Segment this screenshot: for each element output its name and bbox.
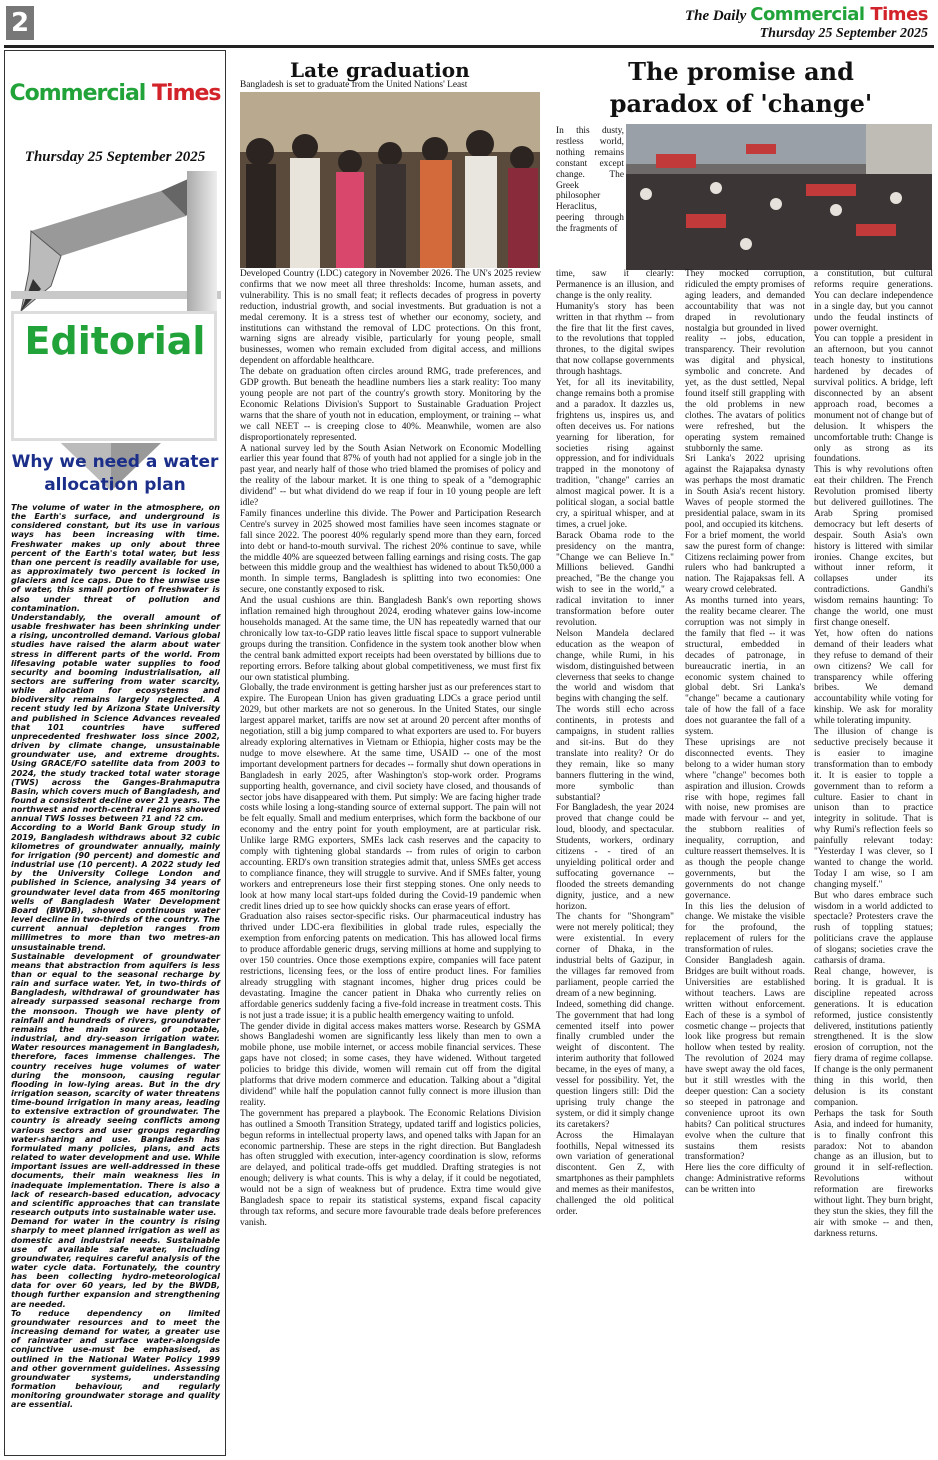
crowd-photo xyxy=(240,92,540,268)
article2-paragraph: Consider Bangladesh again. Bridges are built without roads. Universities are established without teachers. Laws are written without enforcement. Each of these is a symbol of cosmetic change -- projects that look like progress but remain hollow when tested by reality. The revolution of 2024 may have swept away the old faces, but it still wrestles with the deeper question: Can a society so steeped in patronage and convenience uproot its own habits? Can political structures evolve when the culture that sustains them resists transformation? xyxy=(685,956,805,1163)
article1-paragraph: The government has prepared a playbook. The Economic Relations Division has outlined a Smooth Transition Strategy, updated tariff and logistics policies, begun reforms in intellectual property laws, and opened talks with Japan for an economic partnership. These are steps in the right direction. But Bangladesh has often struggled with execution, inter-agency coordination is slow, reforms are delayed, and political trade-offs get muddled. Drafting strategies is not enough; delivery is what counts. This is why a delay, if it could be negotiated, would not be a sign of weakness but of prudence. Extra time would give Bangladesh space to repair its statistical systems, expand fiscal capacity through tax reforms, and secure more favourable trade deals before preferences vanish. xyxy=(240,1108,541,1228)
masthead-times: Times xyxy=(870,4,928,25)
article1-paragraph: A national survey led by the South Asian Network on Economic Modelling earlier this year found that 87% of youth had not applied for a single job in the past year, and nearly half of those who tried blamed the promises of policy and the reality of the labour market. It is one thing to speak of a "demographic dividend" -- but what dividend do we reap if four in 10 young people are left idle? xyxy=(240,443,541,509)
masthead xyxy=(685,4,928,42)
article1-paragraph: Graduation also raises sector-specific risks. Our pharmaceutical industry has thrived under LDC-era flexibilities in global trade rules, especially the exemption from enforcing patents on medication. This has allowed local firms to produce affordable generic drugs, serving millions at home and supplying to over 150 countries. Once those exemptions expire, companies will face patent restrictions, licensing fees, or the loss of entire product lines. For families already struggling with stagnant incomes, higher drug prices could be devastating. Imagine the cancer patient in Dhaka who currently relies on affordable generics suddenly facing a five-fold increase in treatment costs. This is not just a trade issue; it is a public health emergency waiting to unfold. xyxy=(240,912,541,1021)
editorial-paragraph: Sustainable development of groundwater means that abstraction from aquifers is less than or equal to the seasonal recharge by rain and surface water. Yet, in two-thirds of Bangladesh, withdrawal of groundwater has already surpassed seasonal recharge from the monsoon. Though we have plenty of rainfall and hundreds of rivers, groundwater remains the main source of potable, industrial, and dry-season irrigation water. Water resources management in Bangladesh, therefore, faces immense challenges. The country receives huge volumes of water during the monsoon, causing regular flooding in low-lying areas. But in the dry irrigation season, scarcity of water threatens time-bound irrigation in many areas, leading to extensive extraction of groundwater. The country is already seeing conflicts among various sectors and user groups regarding water-sharing and use. Bangladesh has formulated many policies, plans, and acts related to water development and use. While important issues are well-addressed in these documents, their main weakness lies in inadequate implementation. There is also a lack of research-based education, advocacy and scientific approaches that can translate research outputs into sustainable water use. xyxy=(11,950,220,1218)
editorial-paragraph: To reduce dependency on limited groundwater resources and to meet the increasing demand for water, a greater use of rainwater and surface water-alongside conjunctive use-must be emphasised, as outlined in the National Water Policy 1999 and other government guidelines. Assessing groundwater systems, understanding formation behaviour, and regularly monitoring groundwater storage and quality are essential. xyxy=(11,1307,220,1410)
editorial-headline xyxy=(5,451,225,497)
editorial-paragraph: Understandably, the overall amount of usable freshwater has been shrinking under a rising, uncontrolled demand. Various global studies have raised the alarm about water stress in different parts of the world. From lifesaving potable water supplies to food security and booming industrialisation, all sectors are suffering from water scarcity, while allocation for ecosystems and biodiversity remains largely neglected. A recent study led by Arizona State University and published in Science Advances revealed that 101 countries have suffered unprecedented freshwater loss since 2002, driven by climate change, unsustainable groundwater use, and extreme droughts. Using GRACE/FO satellite data from 2003 to 2024, the study tracked total water storage (TWS) across the Ganges-Brahmaputra Basin, which covers much of Bangladesh, and found a consistent decline over 21 years. The northwest and north-central regions showed annual TWS losses between ?1 and ?2 cm. xyxy=(11,611,220,824)
article2-paragraph: For a brief moment, the world saw the purest form of change: Citizens reclaiming power from rulers who had bankrupted a nation. The Rajapaksas fell. A weary crowd celebrated. xyxy=(685,530,805,596)
editorial-headline-line2: allocation plan xyxy=(44,475,186,495)
article2-paragraph: These uprisings are not disconnected events. They belong to a wider human story where "change" becomes both aspiration and illusion. Crowds rise with hope, regimes fall with noise, new promises are made with fervour -- and yet, the stubborn realities of inequality, corruption, and culture reassert themselves. It is as though the people change governments, but the governments do not change governance. xyxy=(685,737,805,901)
editorial-body xyxy=(11,503,220,1409)
article2-paragraph: The chants for "Shongram" were not merely political; they were existential. In every corner of Dhaka, in the industrial belts of Gazipur, in the villages far removed from parliament, people carried the dream of a new beginning. xyxy=(556,912,674,999)
article2-paragraph: Barack Obama rode to the presidency on the mantra, "Change we can Believe In." Millions believed. Gandhi preached, "Be the change you wish to see in the world," a radical invitation to inner transformation before outer revolution. xyxy=(556,530,674,628)
sidebar-brand xyxy=(5,81,225,106)
article2-paragraph: Real change, however, is boring. It is gradual. It is discipline repeated across generations. It is education reformed, justice consistently delivered, institutions patiently strengthened. It is the slow erosion of corruption, not the fiery drama of regime collapse. If change is the only permanent thing in this world, then delusion is its constant companion. xyxy=(814,967,933,1108)
sidebar-date: Thursday 25 September 2025 xyxy=(24,149,206,165)
editorial-sidebar xyxy=(4,50,226,1456)
article1-lead: Bangladesh is set to graduate from the United Nations' Least xyxy=(240,80,468,90)
header-rule xyxy=(4,45,934,48)
article2-paragraph: time, saw it clearly: Permanence is an illusion, and change is the only reality. xyxy=(556,269,674,301)
article2-paragraph: Indeed, something did change. The government that had long cemented itself into power finally crumbled under the weight of discontent. The interim authority that followed became, in the eyes of many, a vessel for possibility. Yet, the question lingers still: Did the uprising truly change the system, or did it simply change its caretakers? xyxy=(556,999,674,1130)
article2-intro xyxy=(556,126,624,270)
masthead-date: Thursday 25 September 2025 xyxy=(759,26,928,41)
section-label: Editorial xyxy=(24,319,206,363)
article2-paragraph: Yet, how often do nations demand of their leaders what they refuse to demand of their own citizens? We call for transparency while offering bribes. We demand accountability while voting for kinship. We ask for morality while tolerating impunity. xyxy=(814,628,933,727)
article2-paragraph: Nelson Mandela declared education as the weapon of change, while Rumi, in his wisdom, distinguished between cleverness that seeks to change the world and wisdom that begins with changing the self. xyxy=(556,628,674,705)
article1-paragraph: Family finances underline this divide. The Power and Participation Research Centre's survey in 2025 showed most families have seen incomes stagnate or fall since 2022. The poorest 40% regularly spend more than they earn, forced into debt or hand-to-mouth survival. The richest 20% continue to save, while the middle 40% are squeezed between falling earnings and rising costs. The gap between this middle group and the wealthiest has widened to about Tk50,000 a month. In simple terms, Bangladesh is splitting into two economies: One secure, one constantly exposed to risk. xyxy=(240,508,541,596)
protest-photo xyxy=(626,124,932,270)
editorial-paragraph: The volume of water in the atmosphere, on the Earth's surface, and underground is considered constant, but its use in various ways has been increasing with time. Freshwater makes up only about three percent of the Earth's total water, but less than one percent is readily available for use, as approximately two percent is locked in glaciers and ice caps. Due to the unwise use of water, this small portion of freshwater is also under threat of pollution and contamination. xyxy=(11,502,220,613)
article2-column-2 xyxy=(685,269,805,1456)
article2-paragraph: The illusion of change is seductive precisely because it is easier to imagine transformation than to embody it. It is easier to topple a government than to reform a culture. Easier to chant in unison than to practice integrity in solitude. That is why Rumi's reflection feels so painfully relevant today: "Yesterday I was clever, so I wanted to change the world. Today I am wise, so I am changing myself." xyxy=(814,727,933,890)
article2-intro-text: In this dusty, restless world, nothing remains constant except change. The Greek philosopher Heraclitus, peering through the fragments of xyxy=(556,126,624,235)
article2-paragraph: Perhaps the task for South Asia, and indeed for humanity, is to finally confront this paradox: Not to abandon change as an illusion, but to ground it in self-reflection. Revolutions without reformation are fireworks without light. They burn bright, they stun the skies, they fill the air with smoke -- and then, darkness returns. xyxy=(814,1108,933,1239)
article2-paragraph: Here lies the core difficulty of change: Administrative reforms can be written into xyxy=(685,1163,805,1196)
sidebar-brand-times: Times xyxy=(152,81,221,106)
article1-paragraph: Globally, the trade environment is getting harsher just as our preferences start to expire. The European Union has given graduating LDCs a grace period until 2029, but other markets are not so generous. In the United States, our single largest apparel market, tariffs are now set at around 20 percent after months of negotiation, still a big jump compared to what exporters are used to. For buyers already exploring alternatives in Vietnam or Ethiopia, higher costs may be the nudge to move elsewhere. At the same time, USAID -- one of the most important development partners for decades -- formally shut down operations in Bangladesh in early 2025, after Washington's stop-work order. Programs supporting health, governance, and civil society have closed, and thousands of sector jobs have disappeared with them. Put simply: We are facing higher trade costs while losing a long-standing source of external support. The pain will not be felt equally. Small and medium enterprises, which form the backbone of our economy and the entry point for youth employment, are at particular risk. Unlike large RMG exporters, SMEs lack cash reserves and the capacity to comply with tightening global standards -- from rules of origin to carbon accounting. ERD's own transition strategies admit that, unless SMEs get access to compliance finance, they will struggle to survive. And if SMEs falter, young workers and entrepreneurs lose their first stepping stones. One only needs to look at how many local start-ups folded during the Covid-19 pandemic when credit lines dried up to see how quickly shocks can erase years of effort. xyxy=(240,683,541,912)
article2-paragraph: In this lies the delusion of change. We mistake the visible for the profound, the replacement of rulers for the transformation of rules. xyxy=(685,901,805,956)
editorial-paragraph: Demand for water in the country is rising sharply to meet planned irrigation as well as domestic and industrial needs. Sustainable use of available safe water, including groundwater, requires careful analysis of the water cycle data. Fortunately, the country has been collecting hydro-meteorological data for over 60 years, led by the BWDB, though further expansion and strengthening are needed. xyxy=(11,1216,220,1309)
masthead-commercial-times xyxy=(750,4,928,25)
article2-headline xyxy=(548,56,934,120)
article1-paragraph: The gender divide in digital access makes matters worse. Research by GSMA shows Bangladeshi women are significantly less likely than men to own a mobile phone, use mobile internet, or access mobile financial services. These gaps have not closed; in some cases, they have widened. Without targeted policies to bridge this divide, women will remain cut off from the digital platforms that drive modern commerce and education. Talking about a "digital dividend" while half the population cannot fully connect is more illusion than reality. xyxy=(240,1021,541,1108)
sidebar-brand-commercial: Commercial xyxy=(9,81,146,106)
article2-paragraph: You can topple a president in an afternoon, but you cannot teach honesty to institutions hardened by decades of survival politics. A bridge, left disconnected by an absent approach road, becomes a monument not of change but of delusion. It whispers the uncomfortable truth: Change is only as strong as its foundations. xyxy=(814,334,933,465)
article1-paragraph: Developed Country (LDC) category in November 2026. The UN's 2025 review confirms that we now meet all three thresholds: Income, human assets, and vulnerability. This is no small feat; it reflects decades of progress in poverty reduction, industrial growth, and social investments. But graduation is not a medal ceremony. It is a stress test of whether our economy, society, and institutions can withstand the removal of LDC protections. On this front, warning signs are already visible, particularly for young people, small businesses, women who remain excluded from digital access, and millions dependent on affordable healthcare. xyxy=(240,269,541,367)
article1-paragraph: And the usual cushions are thin. Bangladesh Bank's own reporting shows inflation remained high throughout 2024, eroding whatever gains low-income households managed. At the same time, the UN has repeatedly warned that our chronically low tax-to-GDP ratio leaves little fiscal space to support vulnerable groups during the transition. Confidence in the system took another blow when the central bank admitted export receipts had been overstated by billions due to reporting errors. Before talking about global competitiveness, we must first fix our own statistical plumbing. xyxy=(240,596,541,683)
article1-paragraph: The debate on graduation often circles around RMG, trade preferences, and GDP growth. But beneath the headline numbers lies a stark reality: Too many young people are not part of the country's growth story. Monitoring by the Economic Relations Division's Support to Sustainable Graduation Project warns that the share of youth not in education, employment, or training -- what we call NEET -- is creeping close to 40%. Meanwhile, women are also disproportionately represented. xyxy=(240,367,541,443)
article2-column-3 xyxy=(814,269,933,1456)
article2-paragraph: a constitution, but cultural reforms require generations. You can declare independence in a single day, but you cannot undo the feudal instincts of power overnight. xyxy=(814,269,933,334)
page-number: 2 xyxy=(6,6,34,40)
masthead-commercial: Commercial xyxy=(750,4,865,25)
fountain-pen-icon xyxy=(21,171,216,311)
article1-body xyxy=(240,269,541,1455)
article2-headline-line2: paradox of 'change' xyxy=(609,89,873,118)
masthead-the-daily: The Daily xyxy=(684,8,747,24)
article2-paragraph: Across the Himalayan foothills, Nepal witnessed its own variation of generational discontent. Gen Z, with smartphones as their pamphlets and memes as their manifestos, challenged the old political order. xyxy=(556,1130,674,1217)
article2-paragraph: For Bangladesh, the year 2024 proved that change could be loud, bloody, and spectacular. Students, workers, ordinary citizens - - tired of an unyielding political order and suffocating governance -- flooded the streets demanding dignity, justice, and a new horizon. xyxy=(556,803,674,912)
article2-headline-line1: The promise and xyxy=(628,57,854,86)
article2-column-1 xyxy=(556,269,674,1456)
article2-paragraph: They mocked corruption, ridiculed the empty promises of aging leaders, and demanded accountability that was not draped in revolutionary nostalgia but grounded in lived reality -- jobs, education, transparency. Their revolution was digital and physical, symbolic and concrete. And yet, as the dust settled, Nepal found itself still grappling with the old problems in new clothes. The avatars of politics were refreshed, but the operating system remained stubbornly the same. xyxy=(685,269,805,454)
article2-paragraph: The words still echo across continents, in protests and campaigns, in student rallies and sit-ins. But do they translate into reality? Or do they remain, like so many banners fluttering in the wind, more symbolic than substantial? xyxy=(556,705,674,803)
article2-paragraph: Sri Lanka's 2022 uprising against the Rajapaksa dynasty was perhaps the most dramatic in South Asia's recent history. Waves of people stormed the presidential palace, swam in its pool, and occupied its kitchens. xyxy=(685,454,805,530)
article2-paragraph: Yet, for all its inevitability, change remains both a promise and a paradox. It dazzles us, frightens us, inspires us, and often deceives us. For nations yearning for liberation, for societies rising against oppression, and for individuals trapped in the monotony of tradition, "change" carries an almost magical power. It is a political slogan, a social battle cry, a spiritual whisper, and at times, a cruel joke. xyxy=(556,378,674,530)
article2-paragraph: As months turned into years, the reality became clearer. The corruption was not simply in the family that fled -- it was structural, embedded in decades of patronage, in bureaucratic inertia, in an economic system chained to global debt. Sri Lanka's "change" became a cautionary tale of how the fall of a face does not guarantee the fall of a system. xyxy=(685,596,805,738)
article2-paragraph: This is why revolutions often eat their children. The French Revolution promised liberty but delivered guillotines. The Arab Spring promised democracy but left deserts of despair. South Asia's own history is littered with similar ironies. Change excites, but without inner reform, it collapses under its contradictions. Gandhi's wisdom remains haunting: To change the world, one must first change oneself. xyxy=(814,465,933,628)
article2-paragraph: Humanity's story has been written in that rhythm -- from the fire that lit the first caves, to the revolutions that toppled thrones, to the digital swipes that now collapse governments through hashtags. xyxy=(556,301,674,378)
article1-headline: Late graduation xyxy=(290,58,470,82)
editorial-paragraph: According to a World Bank Group study in 2019, Bangladesh withdraws about 32 cubic kilometres of groundwater annually, mainly for irrigation (90 percent) and domestic and industrial use (10 percent). A 2022 study led by the University College London and published in Science, analysing 34 years of groundwater level data from 465 monitoring wells of Bangladesh Water Development Board (BWDB), showed continuous water level decline in two-thirds of the country. The current annual depletion ranges from millimetres to more than two metres-an unsustainable trend. xyxy=(11,822,220,952)
article2-paragraph: But who dares embrace such wisdom in a world addicted to spectacle? Protesters crave the rush of toppling statues; politicians crave the applause of slogans; societies crave the catharsis of drama. xyxy=(814,890,933,967)
editorial-headline-line1: Why we need a water xyxy=(11,452,219,472)
